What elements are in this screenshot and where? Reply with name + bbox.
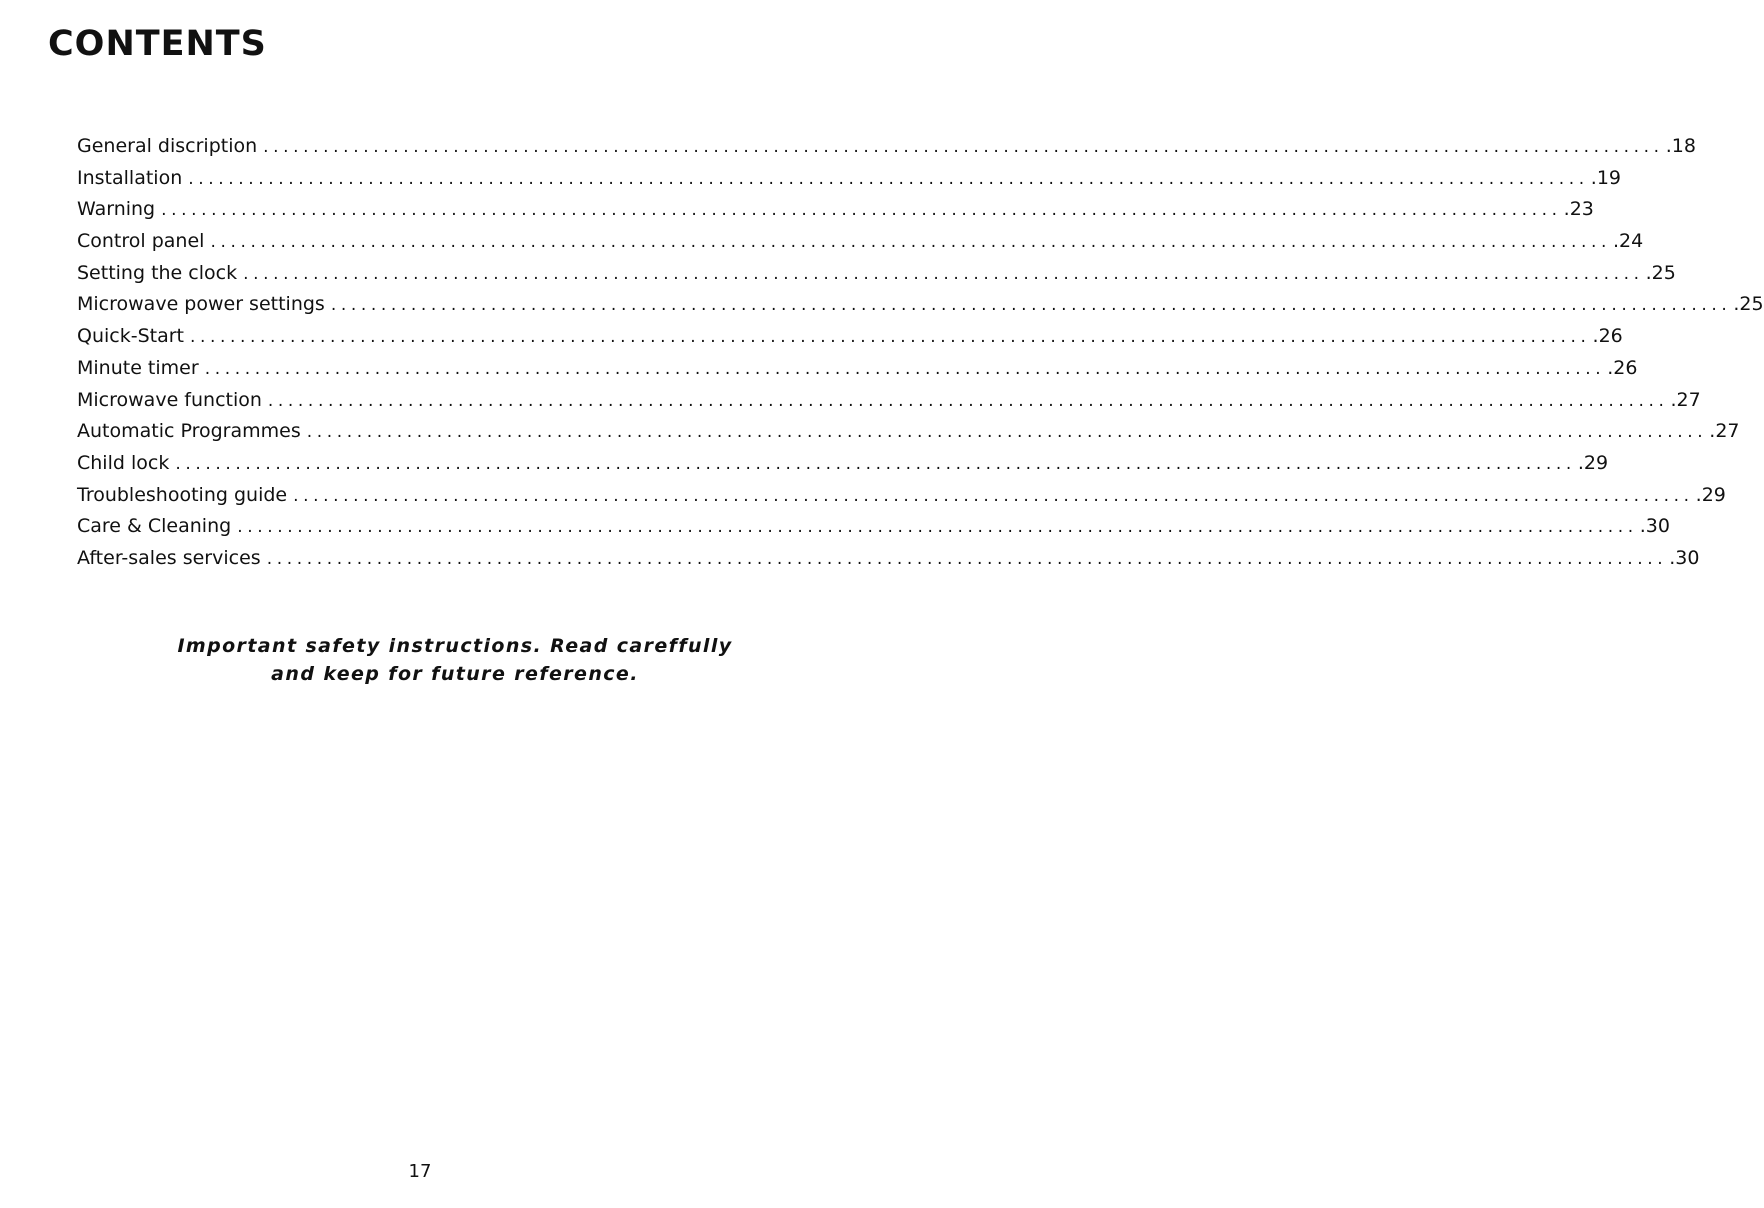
toc-entry-installation[interactable] <box>77 163 1621 195</box>
toc-dot-leader: ............................................................................................................................................ <box>267 390 1669 411</box>
toc-entry-microwave-power-settings[interactable] <box>77 289 1764 321</box>
toc-entry-page: .27 <box>1709 420 1740 443</box>
toc-entry-control-panel[interactable] <box>77 226 1644 258</box>
table-of-contents <box>77 131 1764 575</box>
toc-entry-page: .30 <box>1669 546 1700 569</box>
toc-dot-leader: ............................................................................................................................................ <box>243 263 1644 284</box>
toc-dot-leader: ............................................................................................................................................ <box>204 358 1606 379</box>
toc-entry-title: Microwave function <box>77 388 262 411</box>
toc-dot-leader: ............................................................................................................................................ <box>237 517 1638 538</box>
toc-entry-title: Minute timer <box>77 356 199 379</box>
toc-entry-general-discription[interactable] <box>77 131 1696 163</box>
toc-entry-page: .27 <box>1670 388 1701 411</box>
toc-entry-title: General discription <box>77 135 258 157</box>
toc-entry-page: .25 <box>1645 261 1676 284</box>
toc-entry-title: After-sales services <box>77 546 261 569</box>
toc-entry-page: .18 <box>1665 135 1696 157</box>
toc-entry-title: Quick-Start <box>77 325 184 348</box>
toc-entry-title: Child lock <box>77 451 170 474</box>
toc-entry-page: .26 <box>1592 325 1623 348</box>
toc-entry-warning[interactable] <box>77 194 1594 226</box>
toc-entry-title: Troubleshooting guide <box>77 483 288 506</box>
toc-entry-title: Setting the clock <box>77 261 238 284</box>
toc-entry-page: .23 <box>1563 198 1594 221</box>
toc-dot-leader: ............................................................................................................................................ <box>190 327 1591 348</box>
toc-entry-page: .19 <box>1590 166 1621 189</box>
toc-dot-leader: ............................................................................................................................................ <box>188 168 1589 189</box>
toc-dot-leader: ............................................................................................................................................ <box>175 453 1576 474</box>
toc-entry-page: .24 <box>1612 230 1644 253</box>
page-number: 17 <box>408 1161 432 1182</box>
safety-note-line-1: Important safety instructions. Read careffully <box>177 635 733 657</box>
toc-entry-page: .30 <box>1639 515 1670 538</box>
toc-entry-title: Care & Cleaning <box>77 515 232 538</box>
toc-entry-setting-the-clock[interactable] <box>77 258 1676 290</box>
toc-entry-page: .26 <box>1607 356 1638 379</box>
toc-entry-page: .29 <box>1695 483 1726 506</box>
toc-entry-title: Control panel <box>77 230 205 253</box>
toc-entry-after-sales-services[interactable] <box>77 543 1700 575</box>
toc-entry-page: .29 <box>1577 451 1609 474</box>
toc-dot-leader: ............................................................................................................................................ <box>330 295 1732 316</box>
toc-entry-microwave-function[interactable] <box>77 385 1701 417</box>
toc-dot-leader: ............................................................................................................................................ <box>266 548 1668 569</box>
toc-dot-leader: ............................................................................................................................................ <box>161 200 1562 221</box>
toc-entry-care-and-cleaning[interactable] <box>77 511 1670 543</box>
toc-dot-leader: ............................................................................................................................................ <box>210 232 1611 253</box>
toc-entry-title: Warning <box>77 198 156 221</box>
safety-note <box>150 632 760 688</box>
toc-dot-leader: ............................................................................................................................................ <box>293 485 1694 506</box>
toc-entry-title: Microwave power settings <box>77 293 325 316</box>
safety-note-line-2: and keep for future reference. <box>271 663 639 685</box>
toc-dot-leader: ............................................................................................................................................ <box>263 137 1664 157</box>
toc-entry-page: .25 <box>1733 293 1764 316</box>
toc-entry-title: Automatic Programmes <box>77 420 301 443</box>
toc-entry-minute-timer[interactable] <box>77 353 1638 385</box>
toc-dot-leader: ............................................................................................................................................ <box>306 422 1708 443</box>
toc-entry-troubleshooting-guide[interactable] <box>77 480 1726 512</box>
toc-entry-child-lock[interactable] <box>77 448 1609 480</box>
toc-entry-automatic-programmes[interactable] <box>77 416 1740 448</box>
page-title: CONTENTS <box>48 24 267 64</box>
toc-entry-quick-start[interactable] <box>77 321 1623 353</box>
toc-entry-title: Installation <box>77 166 183 189</box>
